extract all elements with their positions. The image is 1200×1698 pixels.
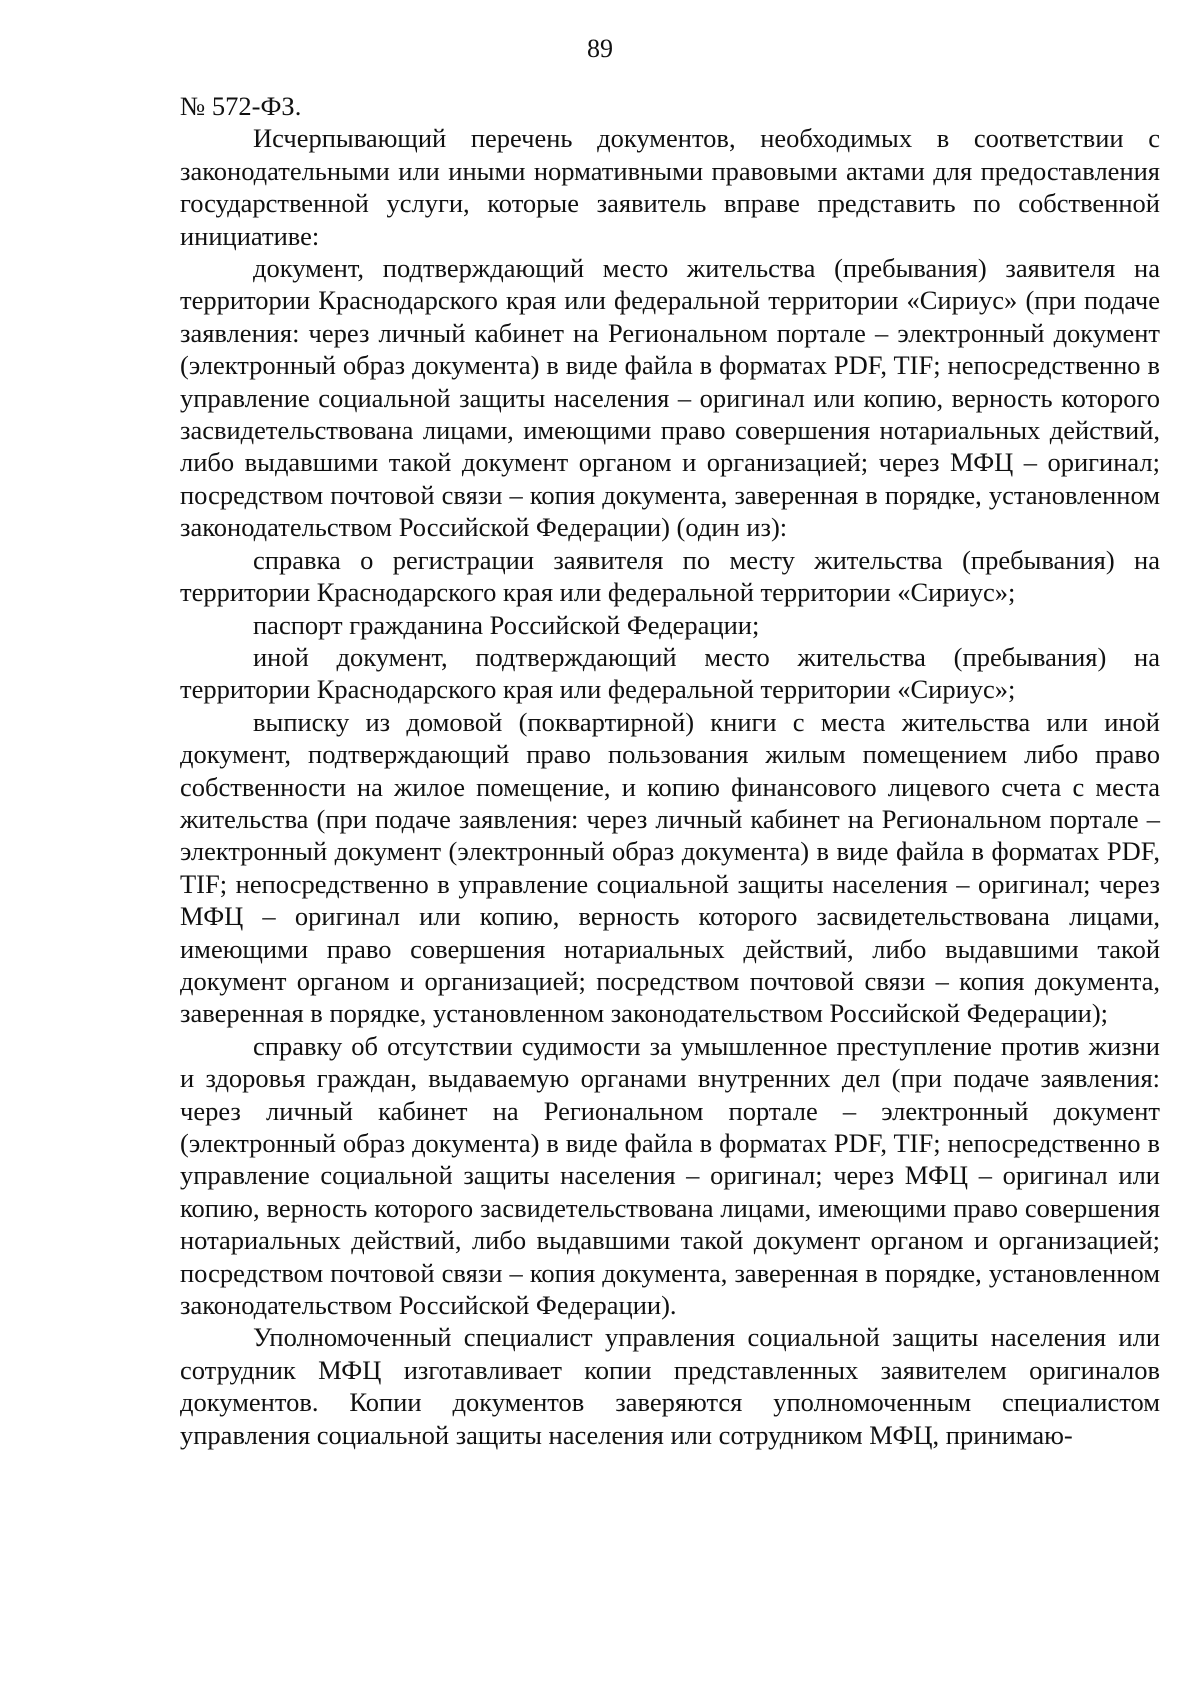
page-number: 89 [587, 34, 613, 63]
paragraph-house-book-extract: выписку из домовой (поквартирной) книги с места жительства или иной документ, подтверждающий право пользования жилым помещением либо право собственности на жилое помещение, и копию финансового лицевого счета с места жительства (при подаче заявления: через личный кабинет на Региональном портале – электронный документ (электронный образ документа) в виде файла в форматах PDF, TIF; непосредственно в управление социальной защиты населения – оригинал; через МФЦ – оригинал или копию, верность которого засвидетельствована лицами, имеющими право совершения нотариальных действий, либо выдавшими такой документ органом и организацией; посредством почтовой связи – копия документа, заверенная в порядке, установленном законодательством Российской Федерации); [180, 706, 1160, 1029]
law-reference-line: № 572-ФЗ. [180, 91, 302, 121]
paragraph-passport: паспорт гражданина Российской Федерации; [253, 609, 760, 640]
paragraph-copies-certification: Уполномоченный специалист управления социальной защиты населения или сотрудник МФЦ изготавливает копии представленных заявителем оригиналов документов. Копии документов заверяются уполномоченным специалистом управления социальной защиты населения или сотрудником МФЦ, принимаю- [180, 1322, 1160, 1450]
paragraph-other-document: иной документ, подтверждающий место жительства (пребывания) на территории Краснодарского края или федеральной территории «Сириус»; [180, 641, 1160, 705]
paragraph-criminal-record-certificate: справку об отсутствии судимости за умышленное преступление против жизни и здоровья граждан, выдаваемую органами внутренних дел (при подаче заявления: через личный кабинет на Региональном портале – электронный документ (электронный образ документа) в виде файла в форматах PDF, TIF; непосредственно в управление социальной защиты населения – оригинал; через МФЦ – оригинал или копию, верность которого засвидетельствована лицами, имеющими право совершения нотариальных действий, либо выдавшими такой документ органом и организацией; посредством почтовой связи – копия документа, заверенная в порядке, установленном законодательством Российской Федерации). [180, 1030, 1160, 1321]
paragraph-document-list-intro: Исчерпывающий перечень документов, необходимых в соответствии с законодательными или иными нормативными правовыми актами для предоставления государственной услуги, которые заявитель вправе представить по собственной инициативе: [180, 123, 1160, 251]
paragraph-residence-document: документ, подтверждающий место жительства (пребывания) заявителя на территории Краснодарского края или федеральной территории «Сириус» (при подаче заявления: через личный кабинет на Региональном портале – электронный документ (электронный образ документа) в виде файла в форматах PDF, TIF; непосредственно в управление социальной защиты населения – оригинал или копию, верность которого засвидетельствована лицами, имеющими право совершения нотариальных действий, либо выдавшими такой документ органом и организацией; через МФЦ – оригинал; посредством почтовой связи – копия документа, заверенная в порядке, установленном законодательством Российской Федерации) (один из): [180, 253, 1160, 543]
paragraph-registration-certificate: справка о регистрации заявителя по месту жительства (пребывания) на территории Краснодарского края или федеральной территории «Сириус»; [180, 544, 1160, 608]
document-body [180, 90, 1160, 1451]
